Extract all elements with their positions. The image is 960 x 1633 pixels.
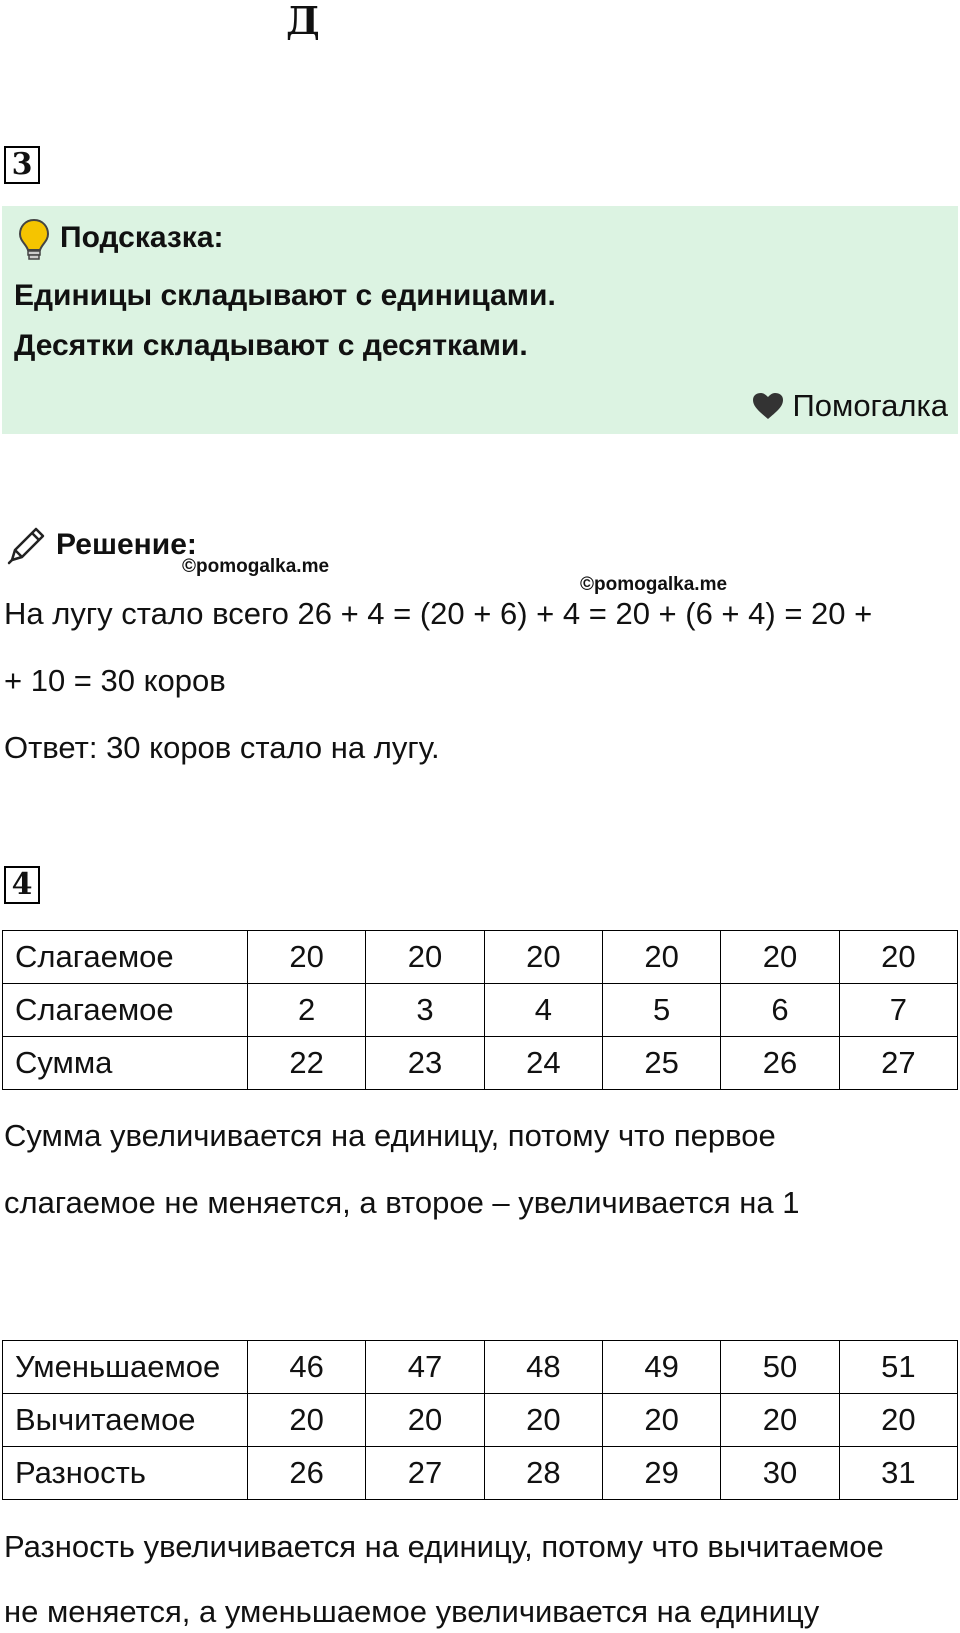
table-cell: 47 (366, 1341, 484, 1394)
row-label: Вычитаемое (3, 1394, 248, 1447)
table-cell: 27 (839, 1037, 957, 1090)
task-number-3: 3 (4, 146, 40, 184)
table-cell: 2 (248, 984, 366, 1037)
hint-line-1: Единицы складывают с единицами. (14, 279, 556, 312)
table-cell: 6 (721, 984, 839, 1037)
table-row (3, 931, 958, 984)
table-cell: 20 (248, 931, 366, 984)
sum-table (2, 930, 958, 1090)
table-cell: 51 (839, 1341, 957, 1394)
table-row (3, 1037, 958, 1090)
table-cell: 20 (366, 931, 484, 984)
table-cell: 20 (839, 1394, 957, 1447)
hint-title: Подсказка: (60, 221, 224, 254)
solution-line-1: На лугу стало всего 26 + 4 = (20 + 6) + 4 = 20 + (6 + 4) = 20 + (4, 596, 873, 631)
row-label: Уменьшаемое (3, 1341, 248, 1394)
row-label: Слагаемое (3, 984, 248, 1037)
watermark-1: ©pomogalka.me (182, 556, 330, 577)
table-cell: 50 (721, 1341, 839, 1394)
table-cell: 20 (248, 1394, 366, 1447)
table-cell: 20 (484, 1394, 602, 1447)
task-number-4: 4 (4, 866, 40, 904)
solution-header (6, 524, 197, 566)
table-cell: 5 (602, 984, 720, 1037)
table-cell: 26 (248, 1447, 366, 1500)
table-cell: 49 (602, 1341, 720, 1394)
table-row (3, 984, 958, 1037)
table-cell: 24 (484, 1037, 602, 1090)
difference-table (2, 1340, 958, 1500)
page-letter: Д (286, 0, 320, 43)
table-cell: 7 (839, 984, 957, 1037)
table-cell: 20 (484, 931, 602, 984)
table-cell: 29 (602, 1447, 720, 1500)
brand (752, 388, 948, 424)
lightbulb-icon (18, 218, 50, 262)
table-cell: 20 (602, 1394, 720, 1447)
table-cell: 20 (721, 931, 839, 984)
hint-box (2, 206, 958, 434)
table-cell: 46 (248, 1341, 366, 1394)
watermark-2: ©pomogalka.me (580, 574, 728, 595)
table-cell: 25 (602, 1037, 720, 1090)
table-cell: 31 (839, 1447, 957, 1500)
brand-name: Помогалка (792, 388, 948, 423)
table-cell: 30 (721, 1447, 839, 1500)
explanation-2-line-1: Разность увеличивается на единицу, потому что вычитаемое (4, 1529, 884, 1564)
explanation-1-line-1: Сумма увеличивается на единицу, потому что первое (4, 1118, 776, 1153)
table-cell: 26 (721, 1037, 839, 1090)
table-cell: 22 (248, 1037, 366, 1090)
heart-icon (752, 392, 784, 420)
hint-line-2: Десятки складывают с десятками. (14, 329, 528, 362)
answer-line: Ответ: 30 коров стало на лугу. (4, 730, 440, 765)
table-row (3, 1341, 958, 1394)
table-cell: 20 (366, 1394, 484, 1447)
table-cell: 4 (484, 984, 602, 1037)
table-cell: 20 (602, 931, 720, 984)
row-label: Сумма (3, 1037, 248, 1090)
table-cell: 28 (484, 1447, 602, 1500)
table-cell: 20 (721, 1394, 839, 1447)
table-cell: 3 (366, 984, 484, 1037)
solution-line-2: + 10 = 30 коров (4, 663, 226, 698)
table-row (3, 1394, 958, 1447)
table-cell: 48 (484, 1341, 602, 1394)
table-cell: 20 (839, 931, 957, 984)
explanation-1-line-2: слагаемое не меняется, а второе – увеличивается на 1 (4, 1185, 800, 1220)
row-label: Слагаемое (3, 931, 248, 984)
pencil-icon (6, 524, 48, 566)
table-cell: 27 (366, 1447, 484, 1500)
solution-title: Решение: (56, 528, 197, 561)
row-label: Разность (3, 1447, 248, 1500)
table-row (3, 1447, 958, 1500)
table-cell: 23 (366, 1037, 484, 1090)
explanation-2-line-2: не меняется, а уменьшаемое увеличивается на единицу (4, 1594, 820, 1629)
